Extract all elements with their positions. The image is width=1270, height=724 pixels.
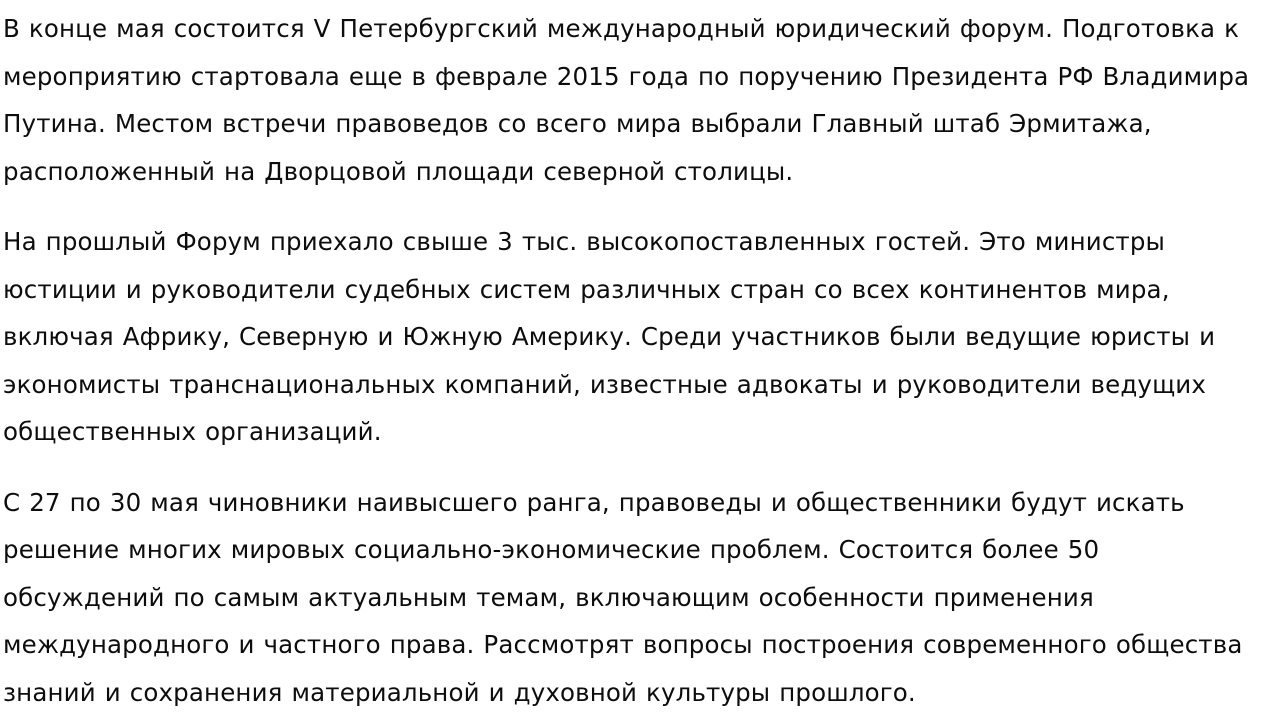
paragraph-previous-forum: На прошлый Форум приехало свыше 3 тыс. высокопоставленных гостей. Это министры юстиции и руководители судебных систем различных стран со всех континентов мира, включая Африку, Северную и Южную Америку. Среди участников были ведущие юристы и экономисты транснациональных компаний, известные адвокаты и руководители ведущих общественных организаций. bbox=[3, 227, 1216, 446]
paragraph-forum-agenda: С 27 по 30 мая чиновники наивысшего ранга, правоведы и общественники будут искать решение многих мировых социально-экономические проблем. Состоится более 50 обсуждений по самым актуальным темам, включающим особенности применения международного и частного права. Рассмотрят вопросы построения современного общества знаний и сохранения материальной и духовной культуры прошлого. bbox=[3, 487, 1243, 707]
paragraph-forum-announcement: В конце мая состоится V Петербургский международный юридический форум. Подготовка к мероприятию стартовала еще в феврале 2015 года по поручению Президента РФ Владимира Путина. Местом встречи правоведов со всего мира выбрали Главный штаб Эрмитажа, расположенный на Дворцовой площади северной столицы. bbox=[3, 14, 1250, 186]
